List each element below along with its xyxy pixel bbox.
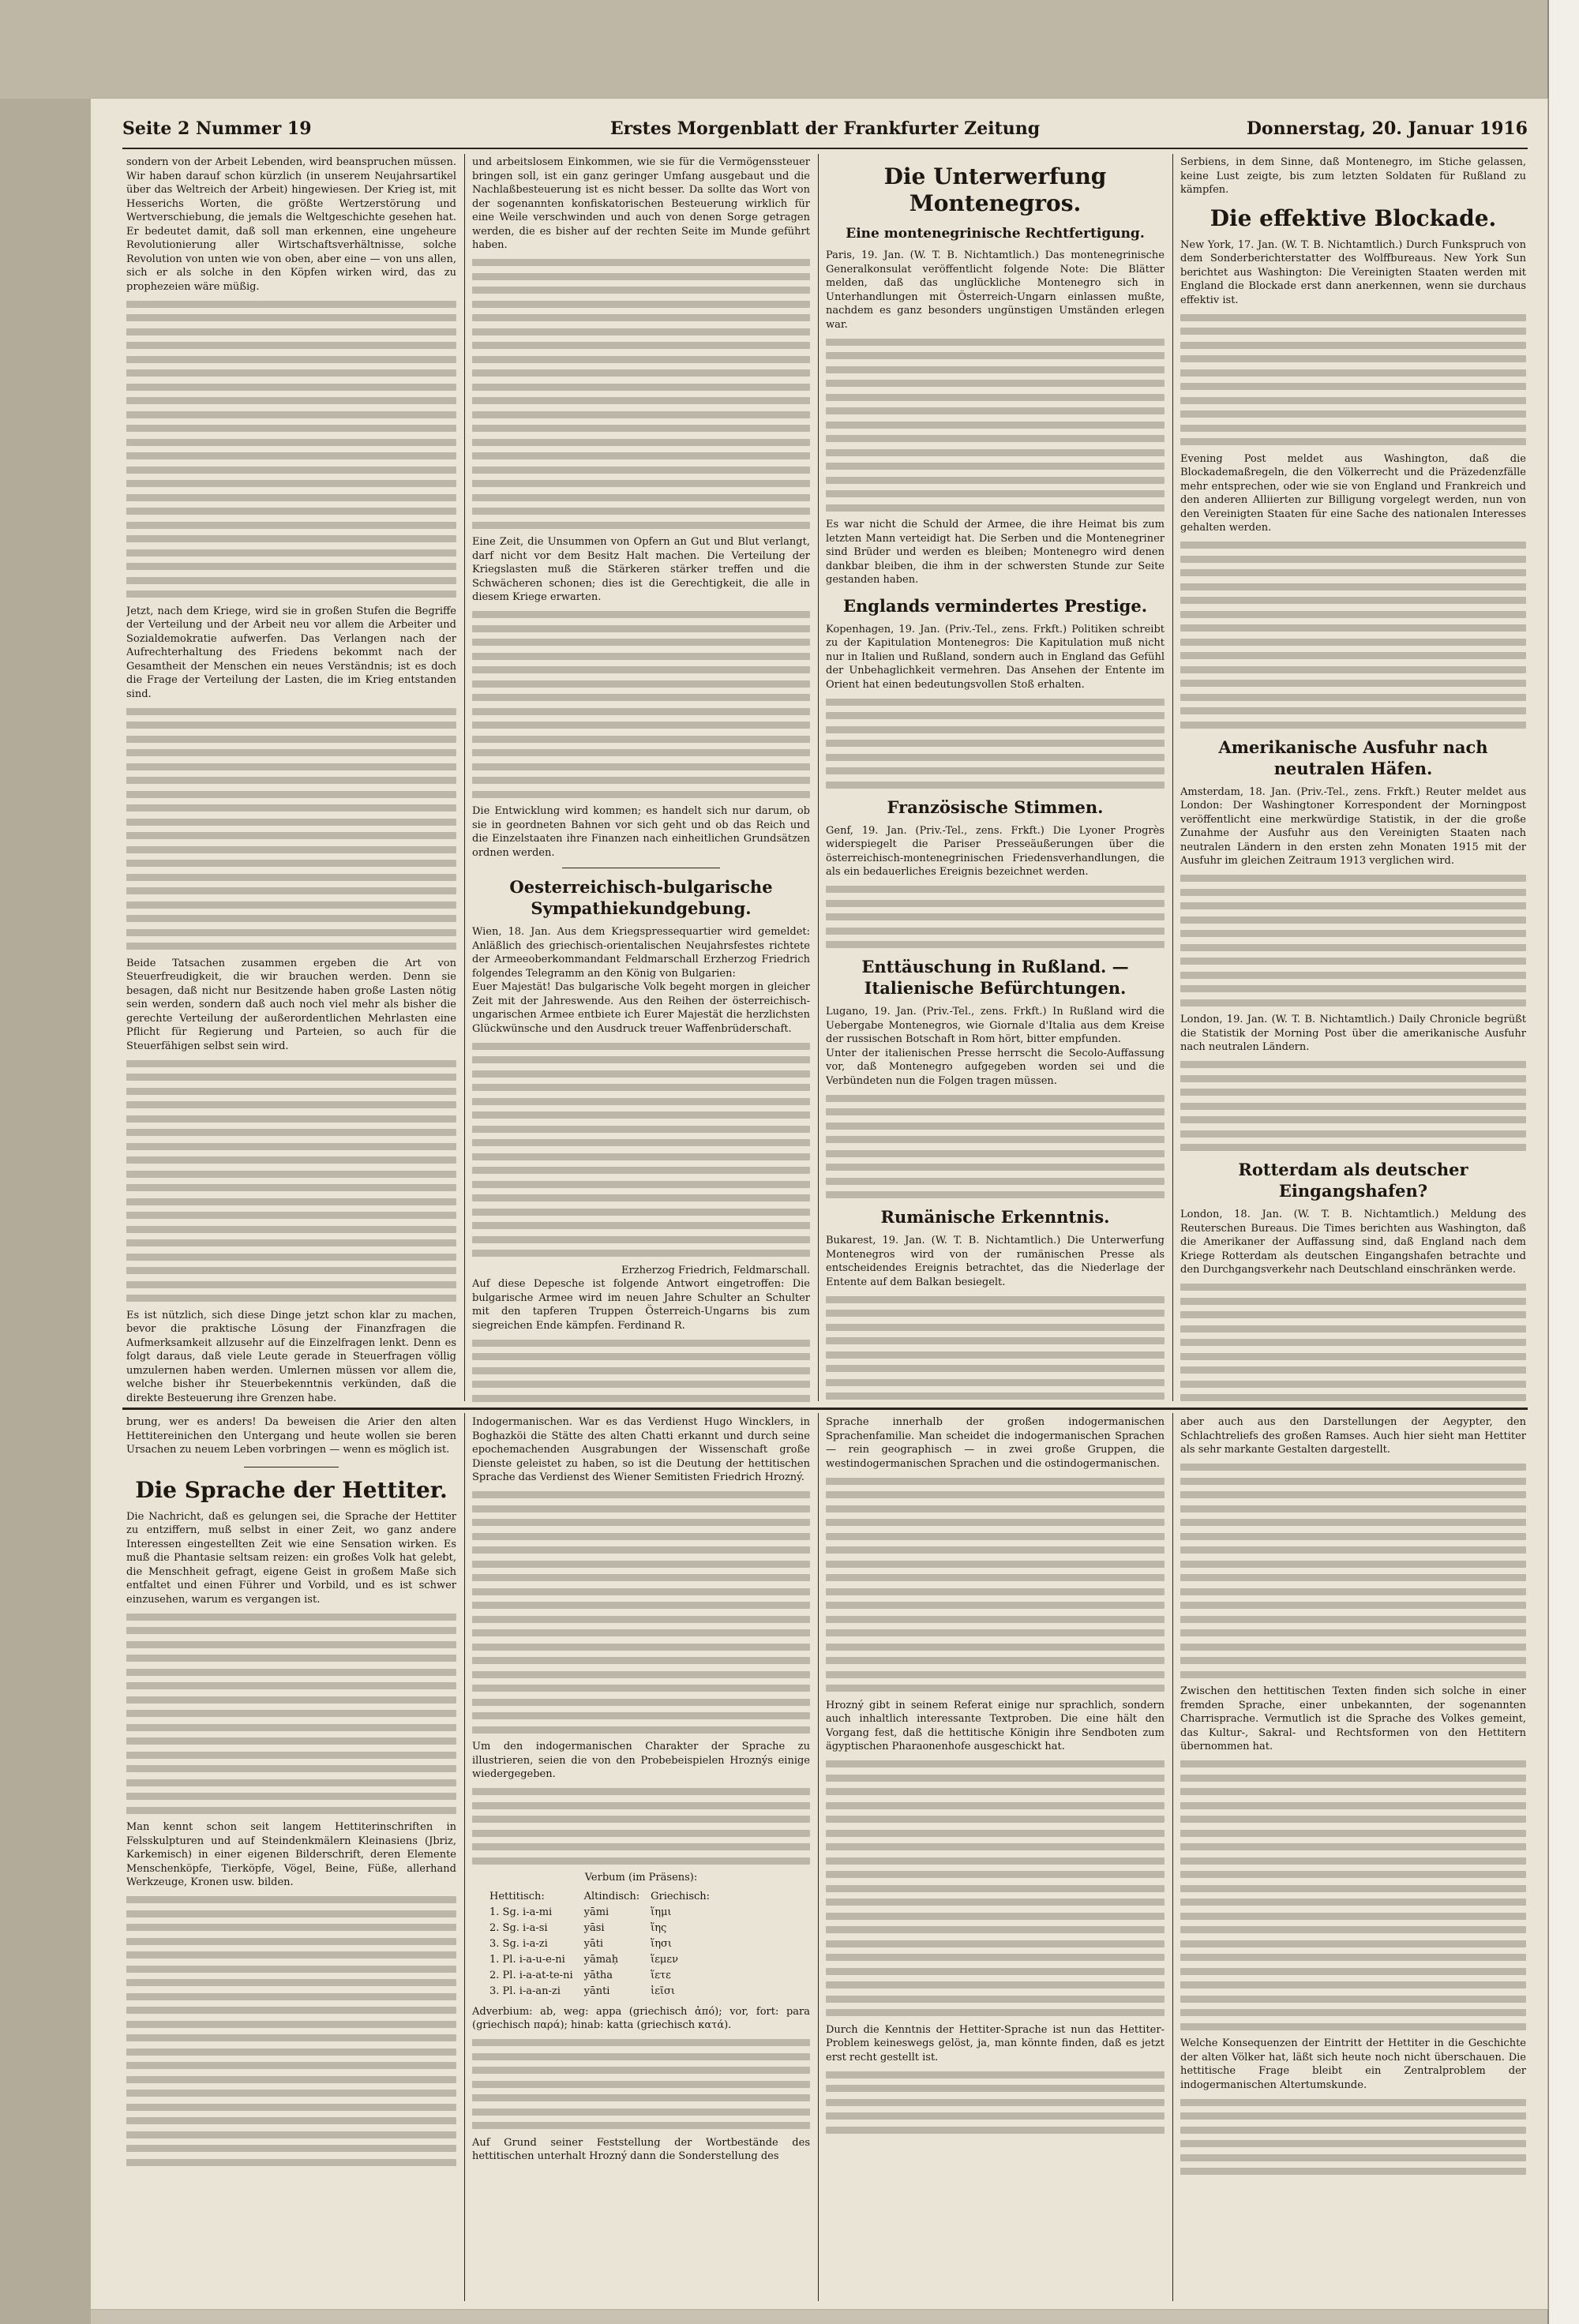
column-3 (826, 156, 1165, 1403)
masthead-rule (122, 148, 1528, 149)
table-row (489, 1953, 719, 1967)
text-lines (826, 1095, 1165, 1199)
text-lines (126, 301, 456, 598)
article-paragraph: New York, 17. Jan. (W. T. B. Nichtamtlich.) Durch Funkspruch von dem Sonderberichterstatter des Wolffbureaus. New York Sun berichtet aus Washington: Die Vereinigten Staaten werden mit England die Blockade erst dann anerkennen, wenn sie durchaus effektiv ist. (1180, 238, 1526, 306)
table-cell: ἵετε (651, 1969, 671, 1981)
signature: Erzherzog Friedrich, Feldmarschall. (621, 1264, 810, 1276)
text-lines (1180, 542, 1526, 729)
text-lines (826, 1760, 1165, 2016)
text-lines (472, 611, 810, 798)
text-lines (826, 699, 1165, 789)
article-headline: Rumänische Erkenntnis. (880, 1207, 1110, 1227)
article-paragraph: Bukarest, 19. Jan. (W. T. B. Nichtamtlich.) Die Unterwerfung Montenegros wird von der rumänischen Presse als entscheidendes Ereignis betrachtet, das die Niederlage der Entente auf dem Balkan besiegelt. (826, 1235, 1165, 1288)
text-lines (472, 1788, 810, 1865)
table-cell: yāmi (583, 1906, 609, 1918)
text-lines (1180, 314, 1526, 446)
column-divider (464, 154, 465, 1401)
article-paragraph: Unter der italienischen Presse herrscht die Secolo-Auffassung vor, daß Montenegro aufgegeben worden sei und die Verbündeten nun die Folgen tragen müssen. (826, 1047, 1165, 1087)
lower-column-1 (126, 1415, 456, 2300)
text-lines (1180, 1061, 1526, 1151)
article-paragraph: London, 19. Jan. (W. T. B. Nichtamtlich.) Daily Chronicle begrüßt die Statistik der Morning Post über die amerikanische Ausfuhr nach neutralen Ländern. (1180, 1014, 1526, 1053)
table-row (489, 1969, 719, 1983)
table-cell: yānti (583, 1985, 610, 1997)
article-headline: Französische Stimmen. (887, 797, 1104, 817)
column-divider (464, 1413, 465, 2301)
article-paragraph: und arbeitslosem Einkommen, wie sie für die Vermögenssteuer bringen soll, ist ein ganz geringer Umfang ausgebaut und die Nachlaßbesteuerung ist es nicht besser. Da sollte das Wort von der sogenannten konfiskatorischen Besteuerung wirklich für eine Weile verschwinden und auch von denen Sorge getragen werden, die es bisher auf der rechten Seite im Munde geführt haben. (472, 156, 810, 251)
article-paragraph: London, 18. Jan. (W. T. B. Nichtamtlich.) Meldung des Reuterschen Bureaus. Die Times berichten aus Washington, daß die Amerikaner der Auffassung sind, daß England nach dem Kriege Rotterdam als deutschen Eingangshafen betrachte und den Durchgangsverkehr nach Deutschland einschränken werde. (1180, 1209, 1526, 1276)
table-title: Verbum (im Präsens): (584, 1872, 698, 1884)
article-paragraph: Beide Tatsachen zusammen ergeben die Art von Steuerfreudigkeit, die wir brauchen werden. Denn sie besagen, daß nicht nur Besitzende haben große Lasten nötig sein werden, sondern daß auch noch viel mehr als bisher die gerechte Verteilung der außerordentlichen Mehrlasten eine Pflicht für Regierung und Parteien, so auch für die Steuerfähigen selbst sein wird. (126, 957, 456, 1052)
article-paragraph: brung, wer es anders! Da beweisen die Arier den alten Hettitereinichen den Untergang und heute wollen sie beren Ursachen zu neuem Leben vorbringen — wenn es möglich ist. (126, 1416, 456, 1456)
text-lines (126, 708, 456, 950)
article-headline: Amerikanische Ausfuhr nach neutralen Häfen. (1218, 737, 1488, 778)
adjacent-page-edge (1547, 0, 1579, 2324)
table-cell: ἵεμεν (651, 1953, 679, 1966)
article-paragraph: Sprache innerhalb der großen indogermanischen Sprachenfamilie. Man scheidet die indogermanischen Sprachen — rein geographisch — in zwei große Gruppen, die westindogermanischen Sprachen und die ostindogermanischen. (826, 1416, 1165, 1470)
table-cell: yātha (583, 1969, 613, 1981)
text-lines (472, 1491, 810, 1734)
table-header-row (489, 1890, 719, 1904)
table-row (489, 1985, 719, 1999)
text-lines (472, 259, 810, 529)
table-header-cell: Altindisch: (583, 1890, 640, 1902)
text-lines (126, 1060, 456, 1303)
paper-title: Erstes Morgenblatt der Frankfurter Zeitung (609, 118, 1041, 139)
table-cell: 3. Pl. i-a-an-zi (489, 1985, 561, 1997)
article-subheadline: Eine montenegrinische Rechtfertigung. (846, 226, 1145, 242)
table-cell: yāsi (583, 1921, 605, 1934)
text-lines (1180, 1464, 1526, 1678)
table-cell: yāti (583, 1937, 604, 1950)
table-cell: ἵημι (651, 1906, 672, 1918)
table-cell: 1. Pl. i-a-u-e-ni (489, 1953, 565, 1966)
table-header-cell: Griechisch: (651, 1890, 711, 1902)
text-lines (472, 1043, 810, 1258)
article-paragraph: Auf Grund seiner Feststellung der Wortbestände des hettitischen unterhalt Hrozný dann die Sonderstellung des (472, 2136, 810, 2162)
text-lines (126, 1614, 456, 1814)
text-lines (826, 2071, 1165, 2134)
verb-table (488, 1888, 721, 2000)
article-paragraph: Auf diese Depesche ist folgende Antwort eingetroffen: Die bulgarische Armee wird im neuen Jahre Schulter an Schulter mit den tapferen Truppen Österreich-Ungarns bis zum siegreichen Ende kämpfen. Ferdinand R. (472, 1278, 810, 1332)
article-paragraph: aber auch aus den Darstellungen der Aegypter, den Schlachtreliefs des großen Ramses. Auch hier sieht man Hettiter als sehr markante Gestalten dargestellt. (1180, 1416, 1526, 1456)
article-paragraph: Wien, 18. Jan. Aus dem Kriegspressequartier wird gemeldet: Anläßlich des griechisch-orientalischen Neujahrsfestes richtete der Armeeoberkommandant Feldmarschall Erzherzog Friedrich folgendes Telegramm an den König von Bulgarien: (472, 926, 810, 980)
article-paragraph: Adverbium: ab, weg: appa (griechisch ἀπό); vor, fort: para (griechisch παρά); hinab: katta (griechisch κατά). (472, 2005, 810, 2031)
lower-column-4 (1180, 1415, 1526, 2300)
article-paragraph: Kopenhagen, 19. Jan. (Priv.-Tel., zens. Frkft.) Politiken schreibt zu der Kapitulation Montenegros: Die Kapitulation muß nicht nur in Italien und Rußland, sondern auch in England das Gefühl der Unbehaglichkeit vermehren. Das Ansehen der Entente im Orient hat einen bedeutungsvollen Stoß erhalten. (826, 623, 1165, 691)
article-paragraph: Euer Majestät! Das bulgarische Volk begeht morgen in gleicher Zeit mit der Jahreswende. Aus den Reihen der österreichisch-ungarischen Armee entbiete ich Eurer Majestät die herzlichsten Glückwünsche und den Ausdruck treuer Waffenbrüderschaft. (472, 981, 810, 1035)
lower-column-2 (472, 1415, 810, 2300)
table-row (489, 1937, 719, 1951)
article-paragraph: Evening Post meldet aus Washington, daß die Blockademaßregeln, die den Völkerrecht und die Präzedenzfälle mehr entsprechen, oder wie sie von England und Frankreich und den anderen Alliierten zur Billigung vorgelegt werden, nun von den Vereinigten Staaten für eine Sache des nationalen Interesses gehalten werden. (1180, 452, 1526, 534)
text-lines (1180, 1760, 1526, 2030)
scan-left-margin (0, 99, 91, 2324)
section-rule (122, 1408, 1528, 1410)
article-paragraph: Um den indogermanischen Charakter der Sprache zu illustrieren, seien die von den Probebeispielen Hroznýs einige wiedergegeben. (472, 1741, 810, 1780)
text-lines (826, 339, 1165, 512)
column-1 (126, 156, 456, 1403)
table-cell: ἵης (651, 1921, 667, 1934)
column-2 (472, 156, 810, 1403)
text-lines (472, 1340, 810, 1404)
article-paragraph: Zwischen den hettitischen Texten finden sich solche in einer fremden Sprache, einer unbekannten, der sogenannten Charrisprache. Vermutlich ist die Sprache des Volkes gemeint, das Kultur-, Sakral- und Rechtsformen von den Hettitern übernommen hat. (1180, 1685, 1526, 1752)
table-header-cell: Hettitisch: (489, 1890, 545, 1902)
feuilleton-headline: Die Sprache der Hettiter. (135, 1476, 448, 1503)
article-paragraph: Amsterdam, 18. Jan. (Priv.-Tel., zens. Frkft.) Reuter meldet aus London: Der Washingtoner Korrespondent der Morningpost veröffentlicht eine merkwürdige Statistik, in der die große Zunahme der Ausfuhr aus den Vereinigten Staaten nach neutralen Ländern in den ersten zehn Monaten 1915 mit der Ausfuhr im gleichen Zeitraum 1913 verglichen wird. (1180, 785, 1526, 867)
article-paragraph: sondern von der Arbeit Lebenden, wird beanspruchen müssen. Wir haben darauf schon kürzlich (in unserem Neujahrsartikel über das Weltreich der Arbeit) hingewiesen. Der Krieg ist, mit Hesserichs Worten, die größte Wertzerstörung und Wertverschiebung, die jemals die Weltgeschichte gesehen hat. Er bedeutet damit, daß soll man erkennen, eine ungeheure Revolutionierung aller Wirtschaftsverhältnisse, solche Revolution von unten wie von oben, aber eine — von uns allen, sich er als solche in den Köpfen wirken wird, das zu prophezeien wäre müßig. (126, 156, 456, 293)
table-row (489, 1906, 719, 1920)
article-paragraph: Genf, 19. Jan. (Priv.-Tel., zens. Frkft.) Die Lyoner Progrès widerspiegelt die Pariser Presseäußerungen über die österreichisch-montenegrinischen Friedensverhandlungen, die als ein bedauerliches Ereignis bezeichnet werden. (826, 824, 1165, 878)
newspaper-page (91, 99, 1547, 2309)
article-paragraph: Durch die Kenntnis der Hettiter-Sprache ist nun das Hettiter-Problem keineswegs gelöst, ja, man könnte finden, daß es jetzt erst recht gestellt ist. (826, 2023, 1165, 2063)
article-paragraph: Hrozný gibt in seinem Referat einige nur sprachlich, sondern auch inhaltlich interessante Textproben. Die eine hält den Vorgang fest, daß die hettitische Königin ihre Sendboten zum ägyptischen Pharaonenhofe ausgeschickt hat. (826, 1699, 1165, 1752)
article-paragraph: Es ist nützlich, sich diese Dinge jetzt schon klar zu machen, bevor die praktische Lösung der Finanzfragen die Aufmerksamkeit allzusehr auf die Einzelfragen lenkt. Denn es folgt daraus, daß viele Leute gerade in Steuerfragen völlig umzulernen haben werden. Umlernen müssen vor allem die, welche bisher ihr Steuerbekenntnis verkünden, daß die direkte Besteuerung ihre Grenzen habe. (126, 1309, 456, 1403)
page-number-label: Seite 2 Nummer 19 (122, 118, 312, 139)
article-paragraph: Man kennt schon seit langem Hettiterinschriften in Felsskulpturen und auf Steindenkmälern Kleinasiens (Jbriz, Karkemisch) in einer eigenen Bilderschrift, deren Elemente Menschenköpfe, Tierköpfe, Vögel, Beine, Füße, allerhand Werkzeuge, Kronen usw. bilden. (126, 1821, 456, 1888)
column-divider (818, 154, 819, 1401)
article-headline: Rotterdam als deutscher Eingangshafen? (1238, 1160, 1468, 1201)
table-cell: 2. Pl. i-a-at-te-ni (489, 1969, 573, 1981)
text-lines (826, 1296, 1165, 1404)
article-headline: Die effektive Blockade. (1210, 204, 1497, 231)
table-cell: yāmaḥ (583, 1953, 619, 1966)
column-divider (818, 1413, 819, 2301)
text-lines (1180, 875, 1526, 1006)
article-headline: Enttäuschung in Rußland. — Italienische Befürchtungen. (861, 957, 1129, 998)
article-paragraph: Es war nicht die Schuld der Armee, die ihre Heimat bis zum letzten Mann verteidigt hat. Die Serben und die Montenegriner sind Brüder und werden es bleiben; Montenegro wird denen dankbar bleiben, die ihm in der schwersten Stunde zur Seite gestanden haben. (826, 519, 1165, 586)
article-headline: Oesterreichisch-bulgarische Sympathiekundgebung. (509, 877, 773, 918)
column-divider (1172, 154, 1173, 1401)
table-cell: 3. Sg. i-a-zi (489, 1937, 548, 1950)
article-paragraph: Lugano, 19. Jan. (Priv.-Tel., zens. Frkft.) In Rußland wird die Uebergabe Montenegros, wie Giornale d'Italia aus dem Kreise der russischen Botschaft in Rom hört, bitter empfunden. (826, 1006, 1165, 1045)
article-paragraph: Eine Zeit, die Unsummen von Opfern an Gut und Blut verlangt, darf nicht vor dem Besitz Halt machen. Die Verteilung der Kriegslasten muß die Stärkeren stärker treffen und die Schwächeren schonen; dies ist die Gerechtigkeit, die alle in diesem Kriege erwarten. (472, 536, 810, 603)
article-paragraph: Welche Konsequenzen der Eintritt der Hettiter in die Geschichte der alten Völker hat, läßt sich heute noch nicht überschauen. Die hettitische Frage bleibt ein Zentralproblem der indogermanischen Altertumskunde. (1180, 2037, 1526, 2091)
column-divider (1172, 1413, 1173, 2301)
lower-column-3 (826, 1415, 1165, 2300)
masthead (122, 118, 1528, 150)
text-lines (1180, 1284, 1526, 1403)
table-cell: 2. Sg. i-a-si (489, 1921, 548, 1934)
article-paragraph: Paris, 19. Jan. (W. T. B. Nichtamtlich.) Das montenegrinische Generalkonsulat veröffentlicht folgende Note: Die Blätter melden, daß das unglückliche Montenegro sich in Unterhandlungen mit Österreich-Ungarn einlassen mußte, nachdem es ganz besonders ungünstigen Umständen erlegen war. (826, 249, 1165, 331)
article-headline: Englands vermindertes Prestige. (842, 595, 1148, 616)
article-paragraph: Indogermanischen. War es das Verdienst Hugo Wincklers, in Boghazköi die Stätte des alten Chatti erkannt und durch seine epochemachenden Ausgrabungen der Wissenschaft große Dienste geleistet zu haben, so ist die Deutung der hettitischen Sprache das Verdienst des Wiener Semitisten Friedrich Hrozný. (472, 1416, 810, 1483)
text-lines (126, 1896, 456, 2166)
text-lines (472, 2039, 810, 2129)
scan-top-margin (0, 0, 1579, 99)
issue-date: Donnerstag, 20. Januar 1916 (1246, 118, 1528, 139)
text-lines (826, 886, 1165, 948)
article-paragraph: Die Entwicklung wird kommen; es handelt sich nur darum, ob sie in geordneten Bahnen vor sich geht und ob das Reich und die Einzelstaaten ihre Finanzen nach einheitlichen Grundsätzen ordnen werden. (472, 805, 810, 859)
table-cell: ἱεῖσι (651, 1985, 675, 1997)
article-paragraph: Serbiens, in dem Sinne, daß Montenegro, im Stiche gelassen, keine Lust zeigte, bis zum letzten Soldaten für Rußland zu kämpfen. (1180, 156, 1526, 196)
column-4 (1180, 156, 1526, 1403)
article-paragraph: Die Nachricht, daß es gelungen sei, die Sprache der Hettiter zu entziffern, muß selbst in einer Zeit, wo ganz andere Interessen eingestellten Zeit wie eine Sensation wirken. Es muß die Phantasie seltsam reizen: ein großes Volk hat gelebt, die Menschheit gefragt, eigene Geist in großem Maße sich entfaltet und einen Führer und Vorbild, und es ist schwer einzusehen, warum es vergangen ist. (126, 1510, 456, 1606)
table-cell: 1. Sg. i-a-mi (489, 1906, 553, 1918)
text-lines (1180, 2099, 1526, 2176)
table-cell: ἵησι (651, 1937, 672, 1950)
article-headline: Die Unterwerfung Montenegros. (883, 163, 1107, 216)
table-row (489, 1921, 719, 1936)
text-lines (826, 1478, 1165, 1692)
article-paragraph: Jetzt, nach dem Kriege, wird sie in großen Stufen die Begriffe der Verteilung und der Arbeit neu vor allem die Arbeiter und Sozialdemokratie aufwerfen. Das Verlangen nach der Aufrechterhaltung des Friedens bekommt nach der Gesamtheit der Menschen ein neues Verständnis; ist es doch die Frage der Verteilung der Lasten, die im Krieg entstanden sind. (126, 605, 456, 700)
